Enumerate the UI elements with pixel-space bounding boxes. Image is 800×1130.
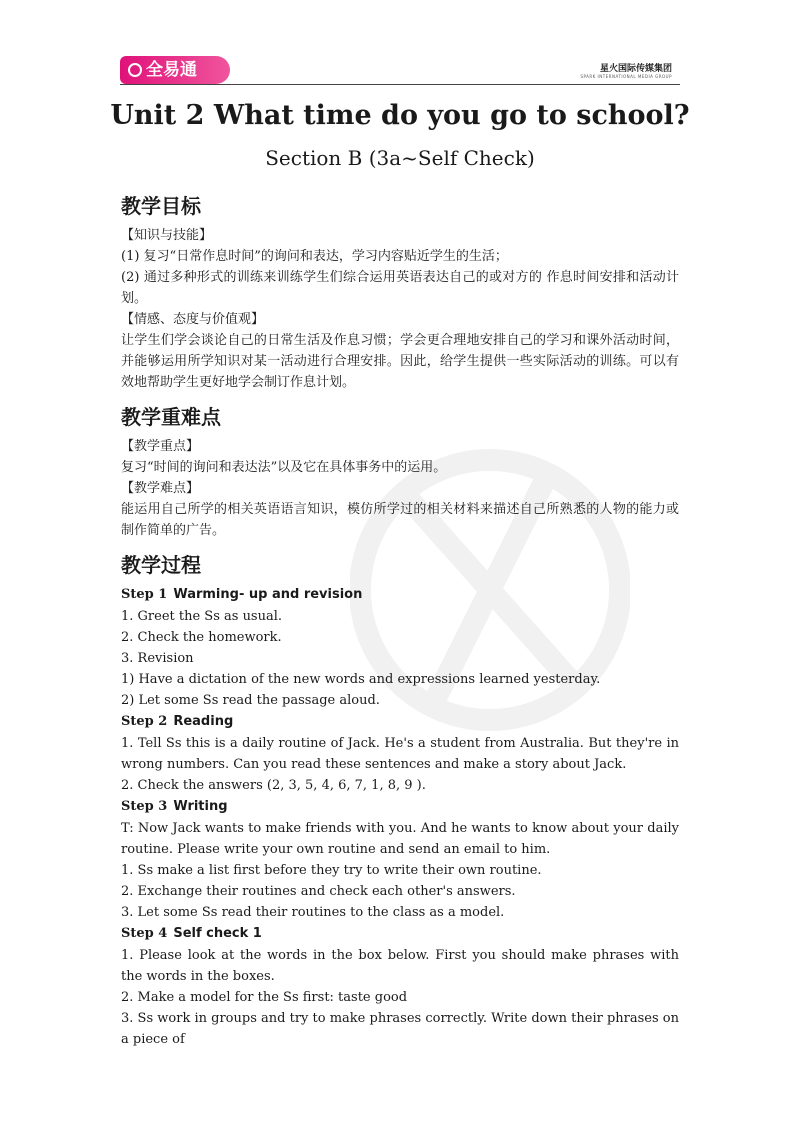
step-line: 1) Have a dictation of the new words and expressions learned yesterday. [121,672,601,687]
publisher-name-en: SPARK INTERNATIONAL MEDIA GROUP [580,74,672,79]
step-line: 1. Greet the Ss as usual. [121,609,283,624]
step-line: 2) Let some Ss read the passage aloud. [121,693,380,708]
step-title: Warming- up and revision [173,587,363,602]
logo [120,56,230,84]
step-number: Step 3 [121,799,168,814]
step-line: 2. Make a model for the Ss first: taste good [121,990,408,1005]
paragraph: 复习“时间的询问和表达法”以及它在具体事务中的运用。 [121,460,447,475]
publisher-name-cn: 星火国际传媒集团 [599,64,672,74]
paragraph: 能运用自己所学的相关英语语言知识，模仿所学过的相关材料来描述自己所熟悉的人物的能力或制作简单的广告。 [121,502,679,538]
step-line: 3. Ss work in groups and try to make phrases correctly. Write down their phrases on a piece of [121,1011,679,1047]
paragraph: (1) 复习“日常作息时间”的询问和表达，学习内容贴近学生的生活； [121,249,508,264]
step-number: Step 4 [121,926,168,941]
subsection-label: 【教学重点】 [121,439,200,454]
document-body [121,186,679,1050]
step-title: Reading [173,714,234,729]
paragraph: (2) 通过多种形式的训练来训练学生们综合运用英语表达自己的或对方的 作息时间安排和活动计划。 [121,270,679,306]
step-line: 3. Revision [121,651,194,666]
step-line: 2. Check the homework. [121,630,282,645]
step-title: Writing [173,799,228,814]
step-line: 1. Ss make a list first before they try to write their own routine. [121,863,542,878]
step-heading [121,923,679,945]
step-heading [121,584,679,606]
subsection-label: 【知识与技能】 [121,228,213,243]
page-header [120,56,680,86]
logo-icon [128,63,142,77]
step-number: Step 1 [121,587,168,602]
step-line: 1. Please look at the words in the box below. First you should make phrases with the words in the boxes. [121,948,679,984]
header-divider [120,84,680,85]
page-subtitle: Section B (3a~Self Check) [265,146,535,170]
step-line: 2. Exchange their routines and check each other's answers. [121,884,516,899]
step-line: 2. Check the answers (2, 3, 5, 4, 6, 7, 1, 8, 9 ). [121,778,426,793]
section-heading: 教学过程 [121,553,201,577]
publisher [580,61,672,79]
section-heading: 教学重难点 [121,405,221,429]
subsection-label: 【情感、态度与价值观】 [121,312,265,327]
step-heading [121,711,679,733]
step-heading [121,796,679,818]
step-title: Self check 1 [173,926,262,941]
page-title: Unit 2 What time do you go to school? [110,100,690,131]
step-line: 1. Tell Ss this is a daily routine of Jack. He's a student from Australia. But they're in wrong numbers. Can you read these sentences and make a story about Jack. [121,736,679,772]
step-line: T: Now Jack wants to make friends with you. And he wants to know about your daily routine. Please write your own routine and send an email to him. [121,821,679,857]
step-number: Step 2 [121,714,168,729]
step-line: 3. Let some Ss read their routines to the class as a model. [121,905,505,920]
section-heading: 教学目标 [121,194,201,218]
subsection-label: 【教学难点】 [121,481,200,496]
paragraph: 让学生们学会谈论自己的日常生活及作息习惯；学会更合理地安排自己的学习和课外活动时间，并能够运用所学知识对某一活动进行合理安排。因此，给学生提供一些实际活动的训练。可以有效地帮助学生更好地学会制订作息计划。 [121,333,679,390]
logo-text: 全易通 [146,60,197,80]
